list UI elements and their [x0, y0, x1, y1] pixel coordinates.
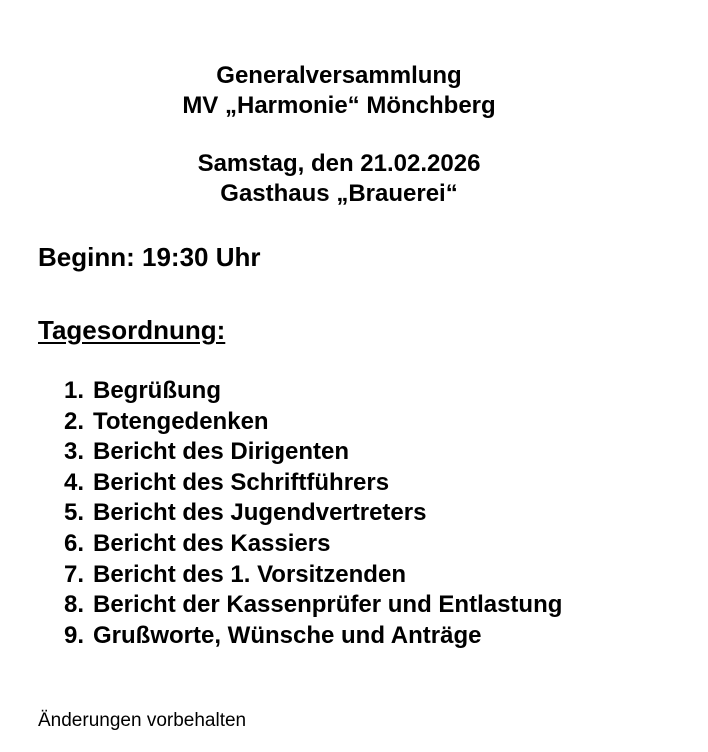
- agenda-item-number: 9.: [63, 621, 84, 649]
- agenda-item-text: Bericht des Schriftführers: [93, 468, 390, 496]
- agenda-item-text: Grußworte, Wünsche und Anträge: [93, 621, 482, 649]
- footer-note: Änderungen vorbehalten: [38, 710, 247, 731]
- agenda-item-text: Bericht der Kassenprüfer und Entlastung: [93, 591, 563, 619]
- event-date: Samstag, den 21.02.2026: [197, 150, 481, 177]
- agenda-item-number: 1.: [63, 377, 84, 404]
- agenda-item-number: 5.: [63, 499, 84, 527]
- event-details: [0, 149, 678, 209]
- agenda-heading: Tagesordnung:: [38, 315, 226, 345]
- agenda-item-text: Begrüßung: [93, 377, 221, 404]
- agenda-item-text: Bericht des Dirigenten: [93, 438, 350, 466]
- agenda-item-number: 8.: [63, 591, 84, 619]
- agenda-item-number: 3.: [63, 438, 84, 466]
- agenda-item-text: Bericht des Kassiers: [93, 529, 331, 557]
- agenda-item-text: Bericht des 1. Vorsitzenden: [93, 560, 406, 588]
- agenda-item-text: Totengedenken: [93, 407, 269, 435]
- agenda-item-number: 6.: [63, 529, 84, 557]
- event-location: Gasthaus „Brauerei“: [220, 180, 458, 207]
- document-title: [0, 61, 678, 121]
- agenda-item-number: 2.: [63, 407, 84, 435]
- title-line-2: MV „Harmonie“ Mönchberg: [182, 92, 496, 119]
- agenda-item-text: Bericht des Jugendvertreters: [93, 499, 427, 527]
- agenda-item-number: 7.: [63, 560, 84, 588]
- agenda-item-number: 4.: [63, 468, 84, 496]
- title-line-1: Generalversammlung: [216, 62, 462, 89]
- start-time: Beginn: 19:30 Uhr: [38, 242, 261, 272]
